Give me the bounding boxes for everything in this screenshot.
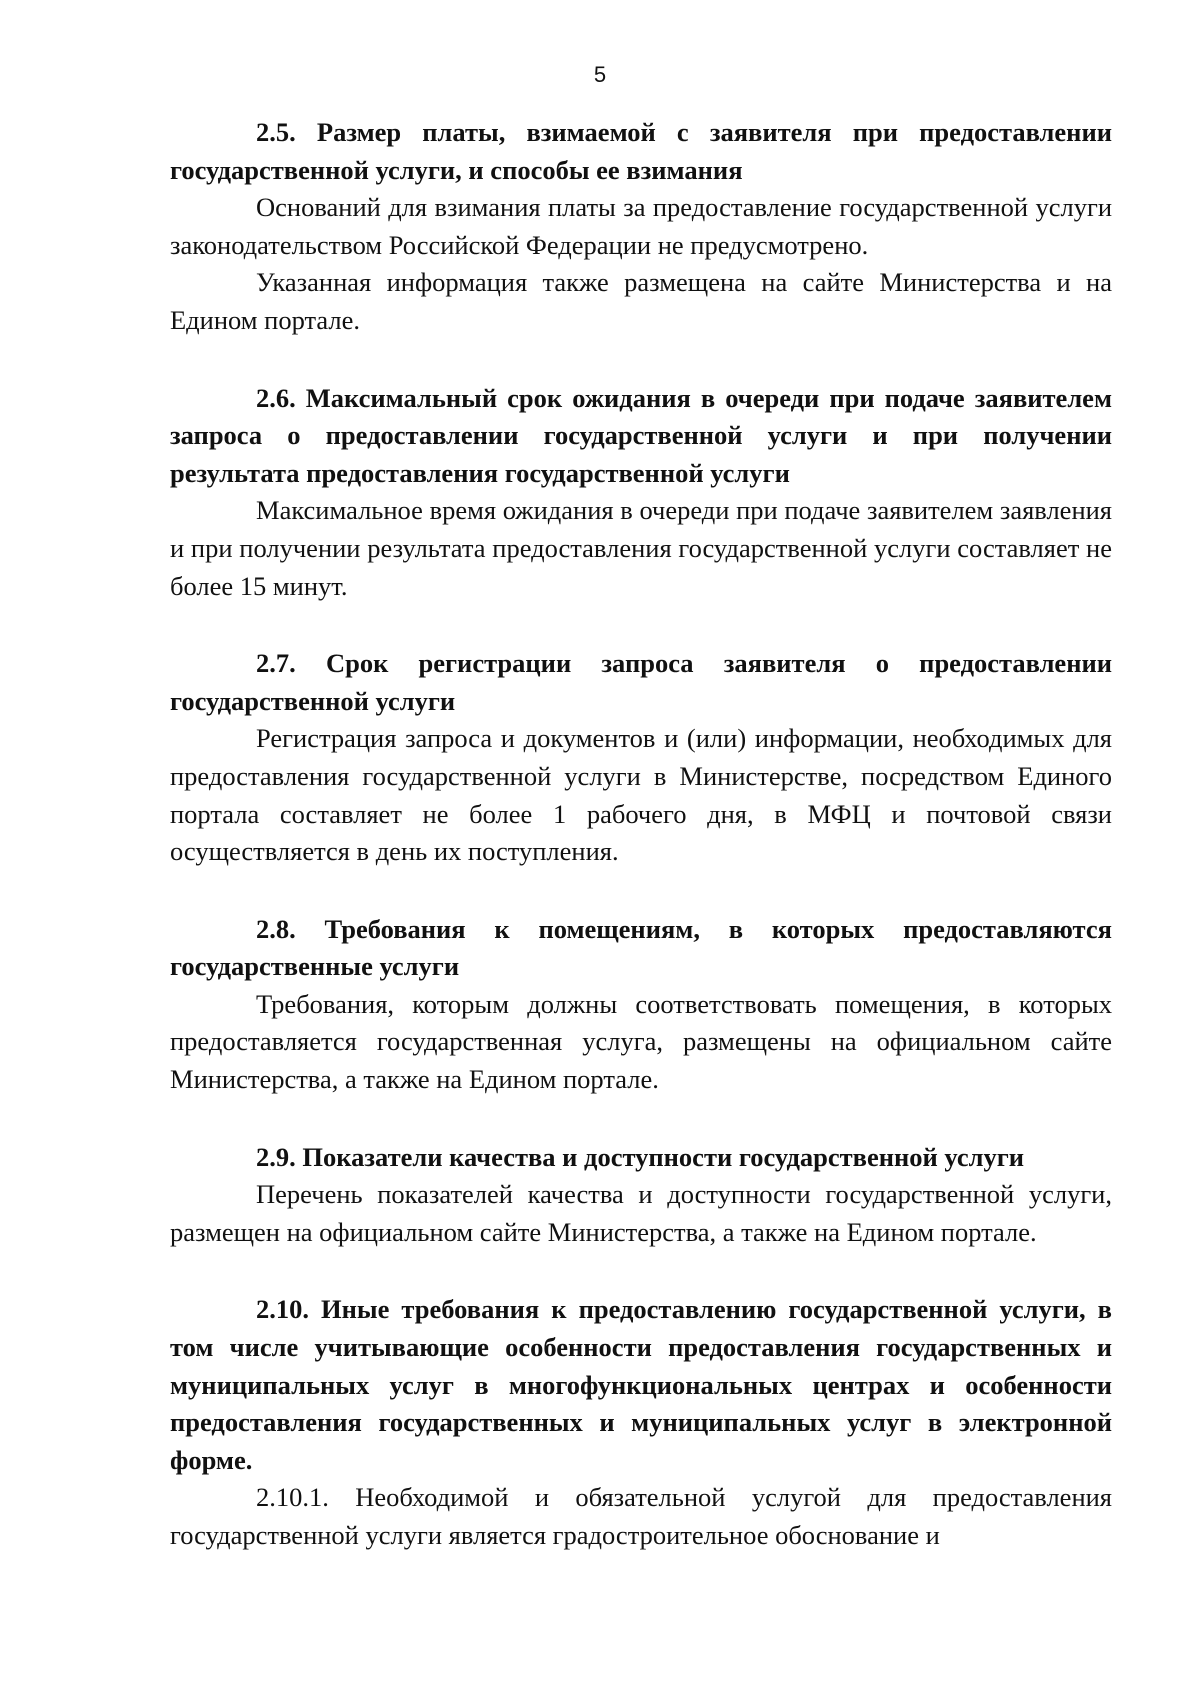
section-2-7 [170, 645, 1112, 871]
section-heading: 2.10. Иные требования к предоставлению государственной услуги, в том числе учитывающие особенности предоставления государственных и муниципальных услуг в многофункциональных центрах и особенности предоставления государственных и муниципальных услуг в электронной форме. [170, 1294, 1112, 1475]
section-heading: 2.7. Срок регистрации запроса заявителя о предоставлении государственной услуги [170, 648, 1112, 716]
section-2-8 [170, 911, 1112, 1099]
section-2-5 [170, 114, 1112, 340]
paragraph: Оснований для взимания платы за предоставление государственной услуги законодательством Российской Федерации не предусмотрено. [170, 192, 1112, 260]
page-number: 5 [593, 62, 607, 87]
section-heading: 2.6. Максимальный срок ожидания в очереди при подаче заявителем запроса о предоставлении государственной услуги и при получении результата предоставления государственной услуги [170, 382, 1112, 488]
paragraph: Максимальное время ожидания в очереди при подаче заявителем заявления и при получении результата предоставления государственной услуги составляет не более 15 минут. [170, 495, 1112, 601]
paragraph: Регистрация запроса и документов и (или) информации, необходимых для предоставления государственной услуги в Министерстве, посредством Единого портала составляет не более 1 рабочего дня, в МФЦ и почтовой связи осуществляется в день их поступления. [170, 723, 1112, 867]
paragraph: 2.10.1. Необходимой и обязательной услугой для предоставления государственной услуги является градостроительное обоснование и [170, 1482, 1112, 1550]
section-heading: 2.8. Требования к помещениям, в которых предоставляются государственные услуги [170, 913, 1112, 982]
paragraph: Требования, которым должны соответствовать помещения, в которых предоставляется государственная услуга, размещены на официальном сайте Министерства, а также на Едином портале. [170, 988, 1112, 1095]
section-2-10 [170, 1291, 1112, 1554]
paragraph: Перечень показателей качества и доступности государственной услуги, размещен на официальном сайте Министерства, а также на Едином портале. [170, 1179, 1112, 1247]
section-heading: 2.5. Размер платы, взимаемой с заявителя при предоставлении государственной услуги, и способы ее взимания [170, 117, 1112, 185]
section-2-6 [170, 380, 1112, 606]
section-heading: 2.9. Показатели качества и доступности государственной услуги [256, 1141, 1025, 1172]
paragraph: Указанная информация также размещена на сайте Министерства и на Едином портале. [170, 267, 1112, 335]
section-2-9 [170, 1139, 1112, 1252]
document-body [170, 114, 1112, 1555]
